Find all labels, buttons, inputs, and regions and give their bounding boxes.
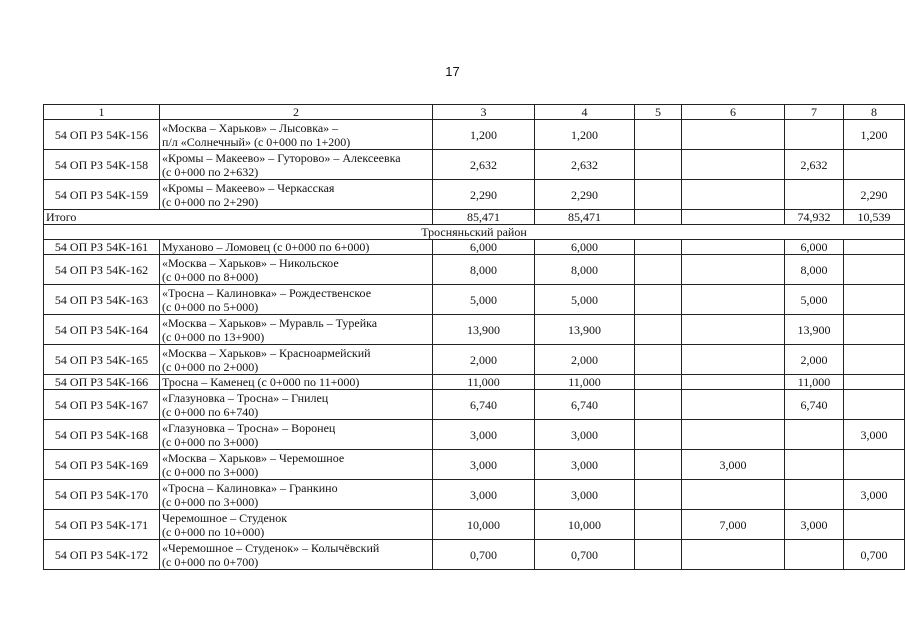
road-name-line: (с 0+000 по 3+000) — [162, 494, 259, 509]
value-cell-c7 — [785, 420, 844, 450]
value-cell-c6 — [682, 540, 785, 570]
road-name-line: «Москва – Харьков» – Муравль – Турейка — [162, 315, 378, 330]
value-cell-c3: 3,000 — [433, 420, 535, 450]
value-cell-c8 — [844, 255, 905, 285]
column-header: 2 — [160, 105, 433, 120]
value-cell-c7: 11,000 — [785, 375, 844, 390]
road-name-cell — [160, 315, 433, 345]
table-body-bottom — [44, 240, 905, 570]
value-cell-c4: 1,200 — [535, 120, 635, 150]
road-name-line: «Глазуновка – Тросна» – Воронец — [162, 420, 336, 435]
value-cell-c3: 1,200 — [433, 120, 535, 150]
road-name-line: (с 0+000 по 0+700) — [162, 554, 259, 569]
value-cell-c5 — [635, 510, 682, 540]
value-cell-c6 — [682, 255, 785, 285]
table-row — [44, 120, 905, 150]
total-cell: 85,471 — [433, 210, 535, 225]
value-cell-c3: 3,000 — [433, 480, 535, 510]
total-cell — [682, 210, 785, 225]
value-cell-c5 — [635, 420, 682, 450]
value-cell-c7: 5,000 — [785, 285, 844, 315]
road-name-line: «Москва – Харьков» – Черемошное — [162, 450, 345, 465]
road-name-cell — [160, 420, 433, 450]
road-name-line: Черемошное – Студенок — [162, 510, 288, 525]
road-code-cell: 54 ОП РЗ 54К-167 — [44, 390, 160, 420]
road-code-cell: 54 ОП РЗ 54К-163 — [44, 285, 160, 315]
value-cell-c8 — [844, 240, 905, 255]
value-cell-c3: 3,000 — [433, 450, 535, 480]
column-header: 4 — [535, 105, 635, 120]
road-name-cell — [160, 480, 433, 510]
road-name-line: (с 0+000 по 2+000) — [162, 359, 259, 374]
value-cell-c8: 2,290 — [844, 180, 905, 210]
page-number: 17 — [445, 64, 460, 79]
value-cell-c7: 2,000 — [785, 345, 844, 375]
value-cell-c8 — [844, 510, 905, 540]
total-cell — [635, 210, 682, 225]
value-cell-c3: 2,632 — [433, 150, 535, 180]
value-cell-c4: 2,632 — [535, 150, 635, 180]
value-cell-c8: 3,000 — [844, 480, 905, 510]
value-cell-c6 — [682, 420, 785, 450]
value-cell-c3: 5,000 — [433, 285, 535, 315]
road-code-cell: 54 ОП РЗ 54К-156 — [44, 120, 160, 150]
value-cell-c3: 0,700 — [433, 540, 535, 570]
value-cell-c7: 8,000 — [785, 255, 844, 285]
road-name-line: (с 0+000 по 13+900) — [162, 329, 265, 344]
table-body-summary — [44, 210, 905, 240]
value-cell-c7 — [785, 450, 844, 480]
value-cell-c4: 3,000 — [535, 420, 635, 450]
value-cell-c7: 3,000 — [785, 510, 844, 540]
road-name-cell — [160, 150, 433, 180]
value-cell-c8 — [844, 375, 905, 390]
road-name-cell — [160, 285, 433, 315]
road-name-line: (с 0+000 по 3+000) — [162, 464, 259, 479]
value-cell-c5 — [635, 540, 682, 570]
table-row — [44, 480, 905, 510]
value-cell-c8: 0,700 — [844, 540, 905, 570]
value-cell-c5 — [635, 180, 682, 210]
value-cell-c4: 2,290 — [535, 180, 635, 210]
road-code-cell: 54 ОП РЗ 54К-159 — [44, 180, 160, 210]
table-body-top — [44, 120, 905, 210]
column-header: 6 — [682, 105, 785, 120]
value-cell-c4: 8,000 — [535, 255, 635, 285]
table-row — [44, 315, 905, 345]
table-row — [44, 450, 905, 480]
roads-table — [43, 104, 905, 570]
value-cell-c6 — [682, 345, 785, 375]
total-cell: 74,932 — [785, 210, 844, 225]
road-name-line: «Москва – Харьков» – Лысовка» – — [162, 120, 339, 135]
road-name-line: «Москва – Харьков» – Никольское — [162, 255, 339, 270]
column-header: 1 — [44, 105, 160, 120]
value-cell-c3: 11,000 — [433, 375, 535, 390]
road-code-cell: 54 ОП РЗ 54К-166 — [44, 375, 160, 390]
value-cell-c7 — [785, 180, 844, 210]
road-name-line: «Черемошное – Студенок» – Колычёвский — [162, 540, 380, 555]
road-name-line: (с 0+000 по 6+740) — [162, 404, 259, 419]
road-code-cell: 54 ОП РЗ 54К-158 — [44, 150, 160, 180]
value-cell-c3: 6,000 — [433, 240, 535, 255]
value-cell-c5 — [635, 450, 682, 480]
value-cell-c5 — [635, 120, 682, 150]
total-label: Итого — [44, 210, 433, 225]
table-row — [44, 540, 905, 570]
table-row — [44, 420, 905, 450]
value-cell-c5 — [635, 255, 682, 285]
value-cell-c4: 11,000 — [535, 375, 635, 390]
road-name-cell — [160, 510, 433, 540]
value-cell-c7: 6,740 — [785, 390, 844, 420]
road-code-cell: 54 ОП РЗ 54К-168 — [44, 420, 160, 450]
column-header: 5 — [635, 105, 682, 120]
road-name-cell — [160, 120, 433, 150]
road-code-cell: 54 ОП РЗ 54К-164 — [44, 315, 160, 345]
value-cell-c8 — [844, 390, 905, 420]
road-name-line: Муханово – Ломовец (с 0+000 по 6+000) — [162, 240, 370, 254]
road-code-cell: 54 ОП РЗ 54К-165 — [44, 345, 160, 375]
value-cell-c5 — [635, 150, 682, 180]
road-code-cell: 54 ОП РЗ 54К-161 — [44, 240, 160, 255]
value-cell-c3: 2,290 — [433, 180, 535, 210]
road-name-cell — [160, 450, 433, 480]
table-row — [44, 375, 905, 390]
value-cell-c3: 6,740 — [433, 390, 535, 420]
value-cell-c4: 3,000 — [535, 450, 635, 480]
value-cell-c5 — [635, 240, 682, 255]
road-name-cell — [160, 255, 433, 285]
value-cell-c6 — [682, 390, 785, 420]
column-header: 7 — [785, 105, 844, 120]
value-cell-c4: 6,000 — [535, 240, 635, 255]
road-name-line: «Кромы – Макеево» – Гуторово» – Алексеевка — [162, 150, 401, 165]
value-cell-c6 — [682, 180, 785, 210]
road-name-line: Тросна – Каменец (с 0+000 по 11+000) — [162, 375, 360, 389]
value-cell-c6 — [682, 240, 785, 255]
road-name-line: «Глазуновка – Тросна» – Гнилец — [162, 390, 329, 405]
total-cell: 85,471 — [535, 210, 635, 225]
table-row — [44, 255, 905, 285]
table-row — [44, 180, 905, 210]
value-cell-c8: 1,200 — [844, 120, 905, 150]
value-cell-c7 — [785, 540, 844, 570]
road-code-cell: 54 ОП РЗ 54К-170 — [44, 480, 160, 510]
value-cell-c6 — [682, 375, 785, 390]
road-code-cell: 54 ОП РЗ 54К-169 — [44, 450, 160, 480]
table-row — [44, 240, 905, 255]
road-code-cell: 54 ОП РЗ 54К-171 — [44, 510, 160, 540]
value-cell-c8 — [844, 150, 905, 180]
value-cell-c7: 2,632 — [785, 150, 844, 180]
road-code-cell: 54 ОП РЗ 54К-162 — [44, 255, 160, 285]
road-name-line: (с 0+000 по 3+000) — [162, 434, 259, 449]
road-name-cell — [160, 345, 433, 375]
table-row — [44, 510, 905, 540]
value-cell-c7: 6,000 — [785, 240, 844, 255]
value-cell-c3: 10,000 — [433, 510, 535, 540]
header-row — [44, 105, 905, 120]
value-cell-c5 — [635, 390, 682, 420]
road-name-cell — [160, 180, 433, 210]
road-code-cell: 54 ОП РЗ 54К-172 — [44, 540, 160, 570]
road-name-cell — [160, 540, 433, 570]
road-name-line: (с 0+000 по 2+290) — [162, 194, 259, 209]
value-cell-c3: 2,000 — [433, 345, 535, 375]
value-cell-c6: 3,000 — [682, 450, 785, 480]
table-row — [44, 150, 905, 180]
value-cell-c7 — [785, 480, 844, 510]
value-cell-c5 — [635, 285, 682, 315]
value-cell-c3: 8,000 — [433, 255, 535, 285]
road-name-line: «Тросна – Калиновка» – Рождественское — [162, 285, 372, 300]
column-header: 8 — [844, 105, 905, 120]
table-row — [44, 345, 905, 375]
value-cell-c5 — [635, 345, 682, 375]
road-name-line: «Кромы – Макеево» – Черкасская — [162, 180, 335, 195]
total-row — [44, 210, 905, 225]
value-cell-c5 — [635, 315, 682, 345]
value-cell-c4: 3,000 — [535, 480, 635, 510]
value-cell-c6 — [682, 315, 785, 345]
district-row — [44, 225, 905, 240]
value-cell-c4: 13,900 — [535, 315, 635, 345]
road-name-cell — [160, 390, 433, 420]
table-row — [44, 390, 905, 420]
value-cell-c7 — [785, 120, 844, 150]
column-header: 3 — [433, 105, 535, 120]
value-cell-c7: 13,900 — [785, 315, 844, 345]
value-cell-c4: 0,700 — [535, 540, 635, 570]
road-name-line: (с 0+000 по 5+000) — [162, 299, 259, 314]
value-cell-c6 — [682, 480, 785, 510]
value-cell-c8 — [844, 285, 905, 315]
value-cell-c4: 5,000 — [535, 285, 635, 315]
value-cell-c8 — [844, 345, 905, 375]
district-heading: Тросняньский район — [44, 225, 905, 240]
value-cell-c4: 6,740 — [535, 390, 635, 420]
road-name-line: «Москва – Харьков» – Красноармейский — [162, 345, 371, 360]
table-row — [44, 285, 905, 315]
value-cell-c6 — [682, 120, 785, 150]
value-cell-c5 — [635, 375, 682, 390]
road-name-line: «Тросна – Калиновка» – Гранкино — [162, 480, 338, 495]
value-cell-c6 — [682, 285, 785, 315]
value-cell-c5 — [635, 480, 682, 510]
road-name-cell — [160, 240, 433, 255]
road-name-line: (с 0+000 по 2+632) — [162, 164, 259, 179]
value-cell-c6: 7,000 — [682, 510, 785, 540]
total-cell: 10,539 — [844, 210, 905, 225]
value-cell-c6 — [682, 150, 785, 180]
road-name-line: п/л «Солнечный» (с 0+000 по 1+200) — [162, 134, 351, 149]
value-cell-c3: 13,900 — [433, 315, 535, 345]
road-name-line: (с 0+000 по 10+000) — [162, 524, 265, 539]
value-cell-c4: 2,000 — [535, 345, 635, 375]
value-cell-c8: 3,000 — [844, 420, 905, 450]
value-cell-c8 — [844, 315, 905, 345]
value-cell-c8 — [844, 450, 905, 480]
road-name-cell — [160, 375, 433, 390]
value-cell-c4: 10,000 — [535, 510, 635, 540]
road-name-line: (с 0+000 по 8+000) — [162, 269, 259, 284]
